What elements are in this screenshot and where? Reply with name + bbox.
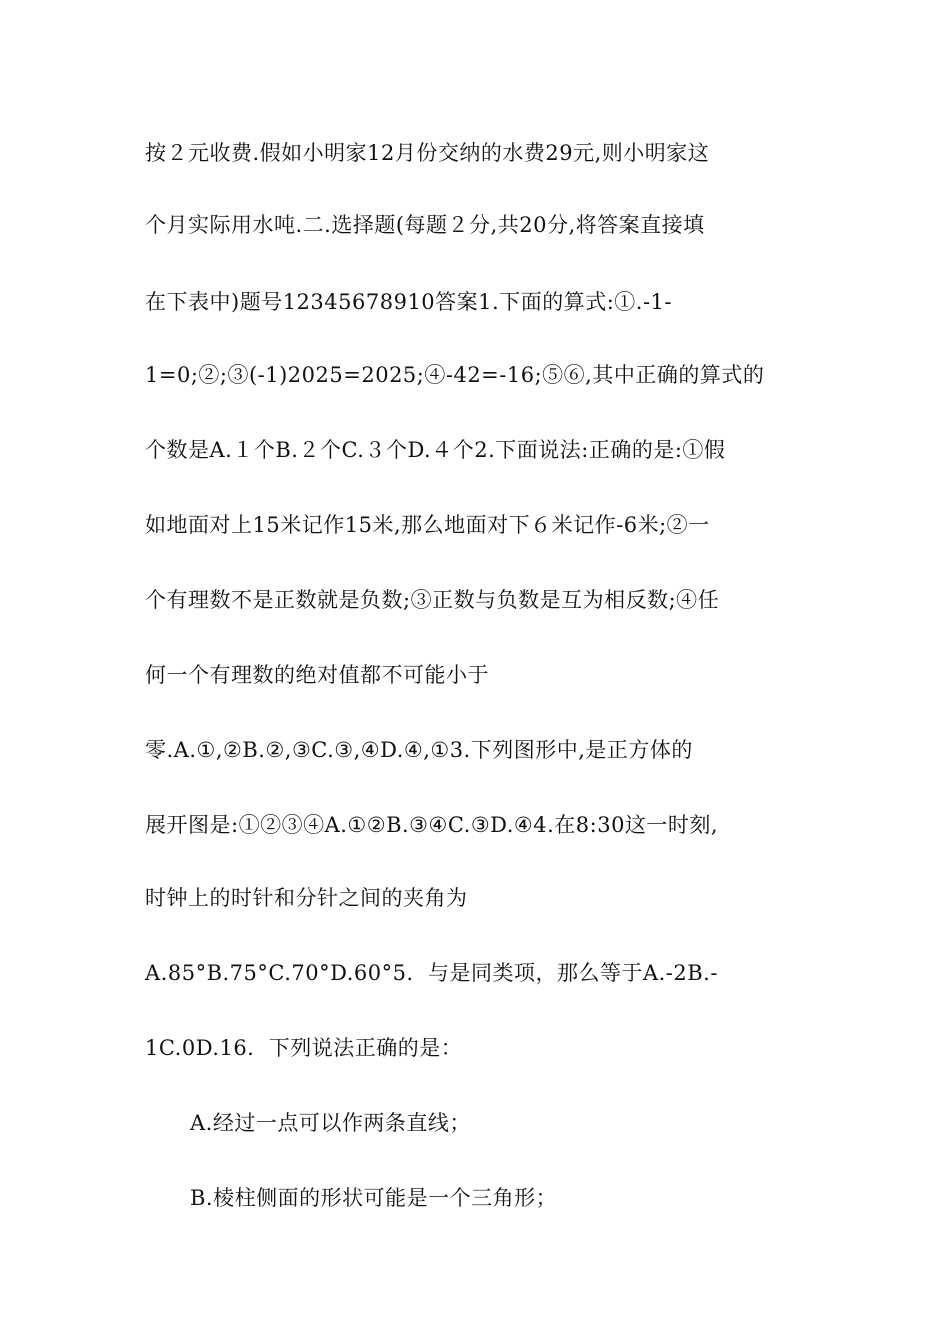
option-line: A.经过一点可以作两条直线； xyxy=(190,1111,471,1135)
text-line: 1=0;②;③(-1)2025=2025;④-42=-16;⑤⑥,其中正确的算式的 xyxy=(145,363,765,387)
text-line: 零.A.①,②B.②,③C.③,④D.④,①3.下列图形中,是正方体的 xyxy=(145,738,693,762)
text-line: 如地面对上15米记作15米,那么地面对下６米记作-6米;②一 xyxy=(145,513,710,537)
text-line: 在下表中)题号12345678910答案1.下面的算式:①.-1- xyxy=(145,290,672,314)
text-line: 何一个有理数的绝对值都不可能小于 xyxy=(145,663,489,687)
text-line: 1C.0D.16．下列说法正确的是： xyxy=(145,1036,463,1060)
text-line: 按２元收费.假如小明家12月份交纳的水费29元,则小明家这 xyxy=(145,141,710,165)
text-line: A.85°B.75°C.70°D.60°5．与是同类项，那么等于A.-2B.- xyxy=(145,961,718,985)
text-line: 个数是A.１个B.２个C.３个D.４个2.下面说法:正确的是:①假 xyxy=(145,438,726,462)
text-line: 个月实际用水吨.二.选择题(每题２分,共20分,将答案直接填 xyxy=(145,213,705,237)
text-line: 展开图是:①②③④A.①②B.③④C.③D.④4.在8:30这一时刻, xyxy=(145,813,719,837)
text-line: 个有理数不是正数就是负数;③正数与负数是互为相反数;④任 xyxy=(145,588,720,612)
text-line: 时钟上的时针和分针之间的夹角为 xyxy=(145,886,468,910)
option-line: B.棱柱侧面的形状可能是一个三角形； xyxy=(190,1186,558,1210)
